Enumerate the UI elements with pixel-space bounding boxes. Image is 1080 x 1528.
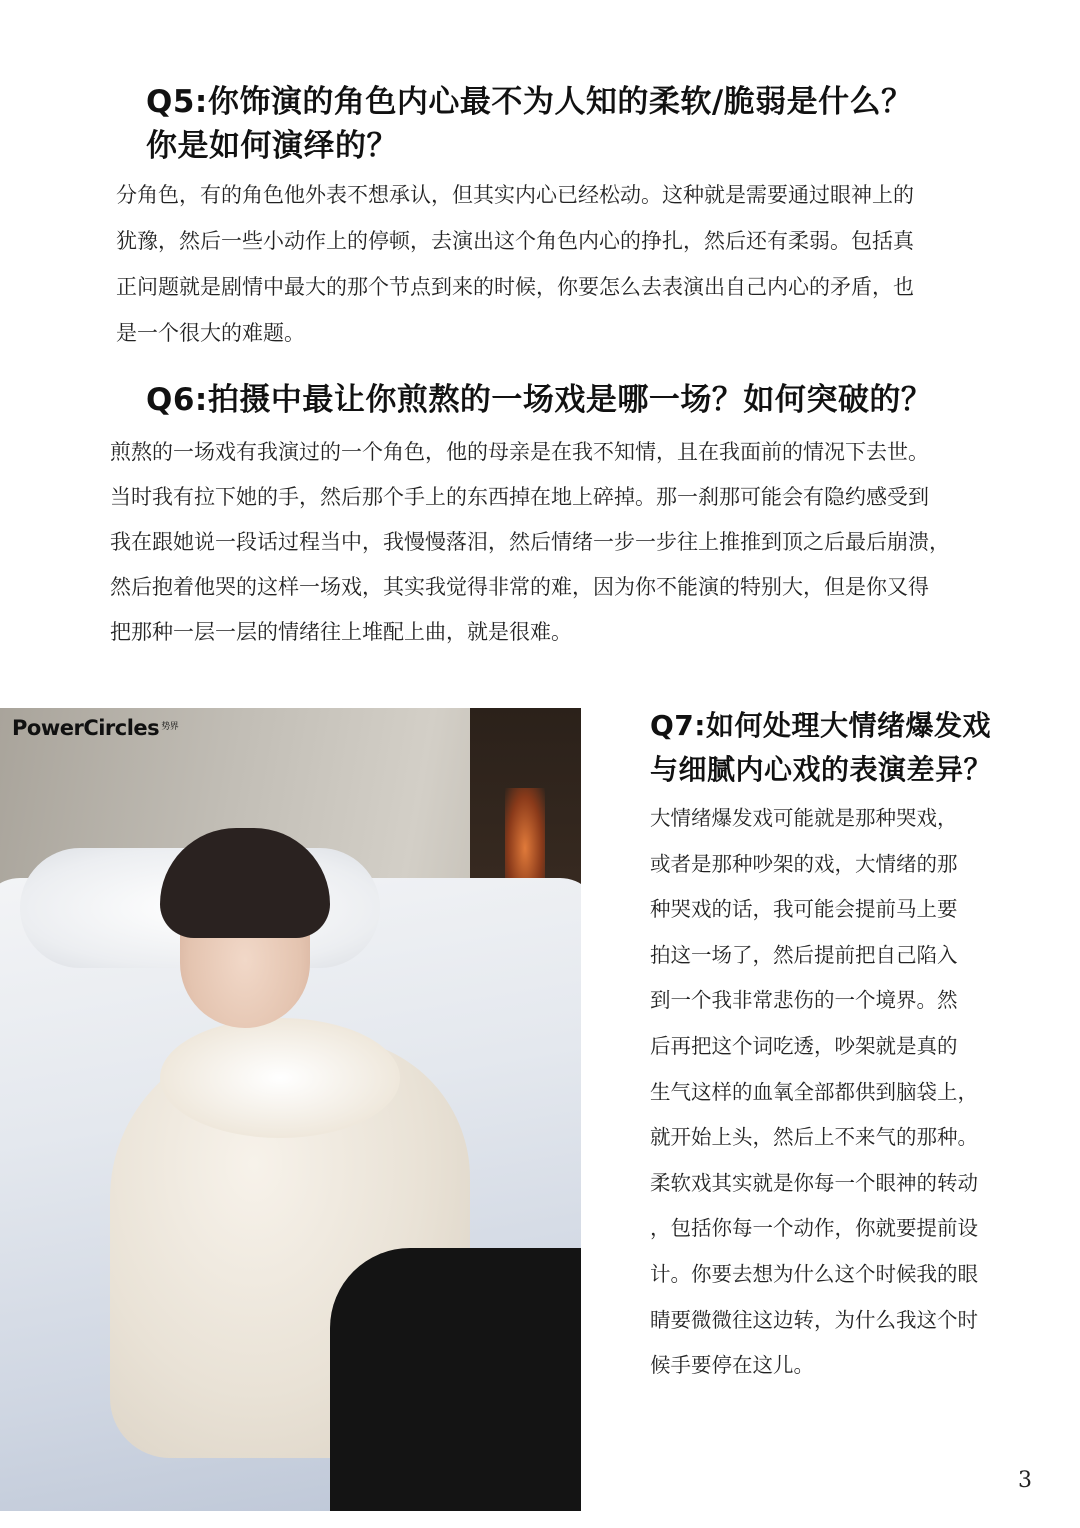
logo-text: PowerCircles [12,716,160,740]
q7-answer-line: 计。你要去想为什么这个时候我的眼 [650,1261,978,1286]
q5-title-line: 你是如何演绎的？ [146,128,398,164]
q7-answer-line: 后再把这个词吃透，吵架就是真的 [650,1033,958,1058]
q6-title-line: Q6:拍摄中最让你煎熬的一场戏是哪一场？如何突破的？ [146,382,933,418]
photo-ruffle-collar [160,1018,400,1138]
q7-answer [650,796,978,1389]
q7-title-line: Q7:如何处理大情绪爆发戏 [650,709,991,742]
q6-question-title [146,378,932,422]
page-number: 3 [1018,1468,1032,1493]
q6-answer [110,430,950,655]
q7-title-line: 与细腻内心戏的表演差异？ [650,753,993,786]
q7-answer-line: 候手要停在这儿。 [650,1353,814,1378]
q7-answer-line: 就开始上头，然后上不来气的那种。 [650,1125,978,1150]
q5-answer-line: 是一个很大的难题。 [116,321,305,345]
q5-answer-line: 犹豫，然后一些小动作上的停顿，去演出这个角色内心的挣扎，然后还有柔弱。包括真 [116,229,914,253]
q7-question-title [650,704,992,792]
q7-answer-line: 睛要微微往这边转，为什么我这个时 [650,1307,978,1332]
q7-answer-line: 或者是那种吵架的戏，大情绪的那 [650,851,958,876]
magazine-logo [12,716,178,740]
q7-answer-line: 柔软戏其实就是你每一个眼神的转动 [650,1170,978,1195]
q5-answer-line: 正问题就是剧情中最大的那个节点到来的时候，你要怎么去表演出自己内心的矛盾，也 [116,275,914,299]
q7-answer-line: 种哭戏的话，我可能会提前马上要 [650,897,958,922]
q7-answer-line: 到一个我非常悲伤的一个境界。然 [650,988,958,1013]
q6-answer-line: 煎熬的一场戏有我演过的一个角色，他的母亲是在我不知情，且在我面前的情况下去世。 [110,440,929,464]
q7-answer-line: 拍这一场了，然后提前把自己陷入 [650,942,958,967]
q5-title-line: Q5:你饰演的角色内心最不为人知的柔软/脆弱是什么？ [146,84,913,120]
portrait-photo [0,708,581,1511]
q5-answer [116,172,914,356]
logo-subtext: 势界 [161,722,179,732]
q5-question-title [146,80,913,168]
q6-answer-line: 当时我有拉下她的手，然后那个手上的东西掉在地上碎掉。那一刹那可能会有隐约感受到 [110,485,929,509]
q6-answer-line: 把那种一层一层的情绪往上堆配上曲，就是很难。 [110,620,572,644]
q6-answer-line: 然后抱着他哭的这样一场戏，其实我觉得非常的难，因为你不能演的特别大，但是你又得 [110,575,929,599]
q7-answer-line: 大情绪爆发戏可能就是那种哭戏， [650,806,958,830]
q7-answer-line: 生气这样的血氧全部都供到脑袋上， [650,1079,978,1104]
q7-answer-line: ，包括你每一个动作，你就要提前设 [650,1216,978,1241]
q5-answer-line: 分角色，有的角色他外表不想承认，但其实内心已经松动。这种就是需要通过眼神上的 [116,183,914,207]
photo-black-trousers [330,1248,581,1511]
q6-answer-line: 我在跟她说一段话过程当中，我慢慢落泪，然后情绪一步一步往上推推到顶之后最后崩溃， [110,530,950,554]
